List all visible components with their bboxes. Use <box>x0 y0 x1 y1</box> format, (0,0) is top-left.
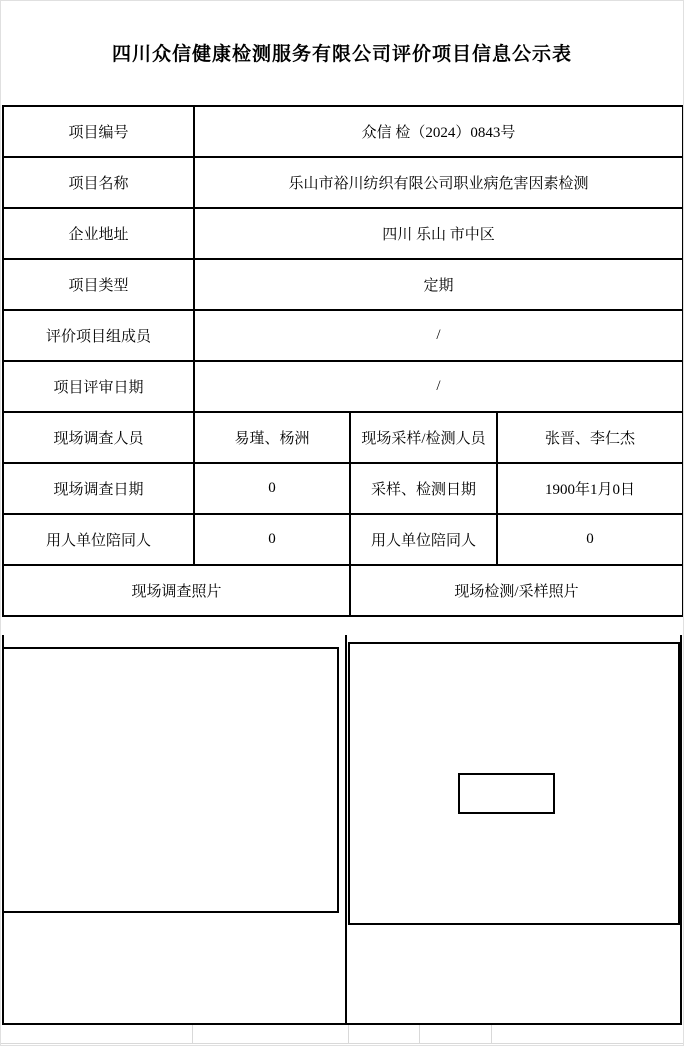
row-value: 易瑾、杨洲 <box>194 412 350 463</box>
row-value: 众信 检（2024）0843号 <box>194 106 683 157</box>
row-label: 项目名称 <box>3 157 194 208</box>
row-value: 0 <box>497 514 683 565</box>
table-row <box>3 412 683 463</box>
bottom-gridline-vertical <box>491 1025 492 1044</box>
table-row <box>3 310 683 361</box>
row-value: 0 <box>194 463 350 514</box>
row-label: 项目编号 <box>3 106 194 157</box>
table-row <box>3 361 683 412</box>
table-row <box>3 463 683 514</box>
table-row <box>3 514 683 565</box>
photo-inner-box <box>458 773 555 814</box>
table-row <box>3 157 683 208</box>
row-value: / <box>194 310 683 361</box>
table-row <box>3 565 683 616</box>
bottom-gridline-vertical <box>419 1025 420 1044</box>
project-info-table <box>2 105 684 617</box>
row-value: 1900年1月0日 <box>497 463 683 514</box>
bottom-gridline-vertical <box>192 1025 193 1044</box>
row-label: 现场采样/检测人员 <box>350 412 497 463</box>
table-row <box>3 259 683 310</box>
table-row <box>3 106 683 157</box>
row-value: 四川 乐山 市中区 <box>194 208 683 259</box>
photo-region-divider <box>345 635 347 1025</box>
row-label: 企业地址 <box>3 208 194 259</box>
bottom-gridline-vertical <box>348 1025 349 1044</box>
row-label: 评价项目组成员 <box>3 310 194 361</box>
row-label: 项目类型 <box>3 259 194 310</box>
row-value: 乐山市裕川纺织有限公司职业病危害因素检测 <box>194 157 683 208</box>
row-label: 现场调查日期 <box>3 463 194 514</box>
row-value: 定期 <box>194 259 683 310</box>
survey-photo-placeholder <box>2 647 339 913</box>
row-value: / <box>194 361 683 412</box>
row-label: 项目评审日期 <box>3 361 194 412</box>
row-label: 用人单位陪同人 <box>3 514 194 565</box>
photo-header-right: 现场检测/采样照片 <box>350 565 683 616</box>
bottom-gridline-horizontal <box>1 1043 684 1044</box>
photo-header-left: 现场调查照片 <box>3 565 350 616</box>
row-value: 张晋、李仁杰 <box>497 412 683 463</box>
page-title: 四川众信健康检测服务有限公司评价项目信息公示表 <box>111 44 572 65</box>
row-value: 0 <box>194 514 350 565</box>
row-label: 用人单位陪同人 <box>350 514 497 565</box>
row-label: 采样、检测日期 <box>350 463 497 514</box>
table-row <box>3 208 683 259</box>
row-label: 现场调查人员 <box>3 412 194 463</box>
